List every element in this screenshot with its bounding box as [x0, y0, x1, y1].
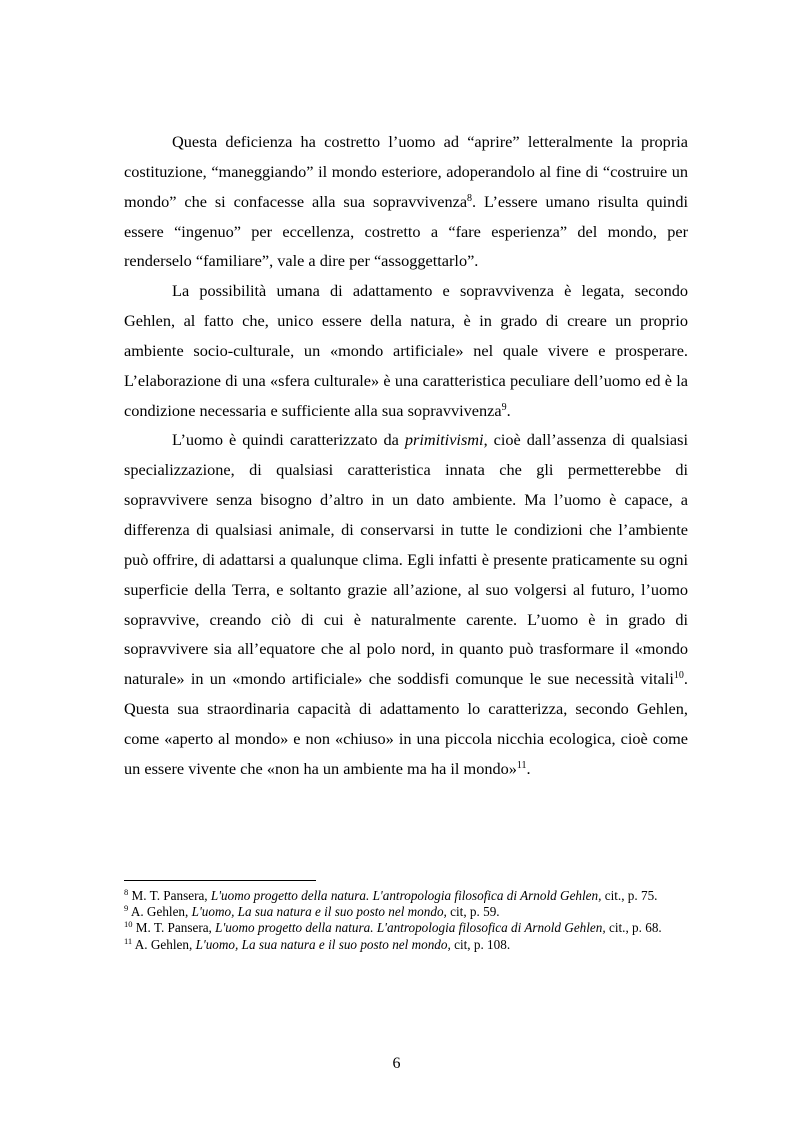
page-number: 6: [392, 1055, 401, 1072]
footnote-ref-10[interactable]: 10: [673, 670, 684, 682]
footnote-title: L'uomo progetto della natura. L'antropologia filosofica di Arnold Gehlen,: [210, 888, 602, 903]
paragraph-3-text: L’uomo è quindi caratterizzato da: [172, 430, 405, 450]
paragraph-2-text-cont: .: [506, 400, 511, 420]
footnote-citation: cit., p. 75.: [601, 888, 658, 903]
footnote-ref-9[interactable]: 9: [501, 401, 507, 413]
paragraph-3-text-end: .: [526, 758, 531, 778]
paragraph-3-text-cont-2: . Questa sua straordinaria capacità di adattamento lo caratterizza, secondo Gehlen, come «aperto al mondo» e non «chiuso» in una piccola nicchia ecologica, cioè come un essere vivente che «non ha un ambiente ma ha il mondo»: [124, 669, 688, 778]
footnote-9: [124, 904, 688, 920]
paragraph-2: [124, 276, 688, 425]
paragraph-1: [124, 127, 688, 276]
footnote-author: M. T. Pansera,: [132, 920, 216, 936]
footnote-title: L'uomo, La sua natura e il suo posto nel mondo,: [195, 936, 451, 952]
footnote-title: L'uomo, La sua natura e il suo posto nel mondo,: [191, 904, 447, 920]
footnote-10: [124, 920, 688, 936]
footnote-number: 8: [124, 887, 129, 897]
paragraph-3-text-cont: , cioè dall’assenza di qualsiasi specializzazione, di qualsiasi caratteristica innata che gli permetterebbe di sopravvivere senza bisogno d’altro in un dato ambiente. Ma l’uomo è capace, a differenza di qualsiasi animale, di conservarsi in tutte le condizioni che l’ambiente può offrire, di adattarsi a qualunque clima. Egli infatti è presente praticamente su ogni superficie della Terra, e soltanto grazie all’azione, al suo volgersi al futuro, l’uomo sopravvive, creando ciò di cui è naturalmente carente. L’uomo è in grado di sopravvivere sia all’equatore che al polo nord, in quanto può trasformare il «mondo naturale» in un «mondo artificiale» che soddisfi comunque le sue necessità vitali: [124, 430, 688, 689]
footnote-citation: cit., p. 68.: [605, 920, 662, 936]
footnote-author: A. Gehlen,: [132, 936, 196, 952]
main-text: [124, 127, 688, 784]
footnote-ref-11[interactable]: 11: [516, 759, 527, 771]
footnote-11: [124, 937, 688, 953]
footnote-author: M. T. Pansera,: [128, 888, 211, 903]
paragraph-2-text: La possibilità umana di adattamento e sopravvivenza è legata, secondo Gehlen, al fatto che, unico essere della natura, è in grado di creare un proprio ambiente socio-culturale, un «mondo artificiale» nel quale vivere e prosperare. L’elaborazione di una «sfera culturale» è una caratteristica peculiare dell’uomo ed è la condizione necessaria e sufficiente alla sua sopravvivenza: [124, 281, 688, 420]
footnote-8: [124, 888, 688, 904]
footnote-citation: cit, p. 59.: [446, 904, 500, 920]
paragraph-3-emphasis: primitivismi: [404, 430, 484, 450]
footnote-number: 11: [124, 935, 133, 946]
footnotes: [124, 888, 688, 953]
paragraph-3: [124, 425, 688, 783]
paragraph-1-text-cont: . L’essere umano risulta quindi essere “ingenuo” per eccellenza, costretto a “fare esperienza” del mondo, per renderselo “familiare”, vale a dire per “assoggettarlo”.: [124, 191, 688, 271]
footnote-number: 10: [124, 919, 133, 930]
footnote-citation: cit, p. 108.: [450, 936, 511, 952]
footnote-number: 9: [124, 903, 129, 914]
paragraph-1-text: Questa deficienza ha costretto l’uomo ad “aprire” letteralmente la propria costituzione, “maneggiando” il mondo esteriore, adoperandolo al fine di “costruire un mondo” che si confacesse alla sua sopravvivenza: [124, 132, 688, 211]
footnote-title: L'uomo progetto della natura. L'antropologia filosofica di Arnold Gehlen,: [215, 920, 606, 936]
footnote-divider: [124, 880, 316, 881]
footnote-author: A. Gehlen,: [128, 904, 192, 920]
footnote-ref-8[interactable]: 8: [467, 192, 473, 204]
